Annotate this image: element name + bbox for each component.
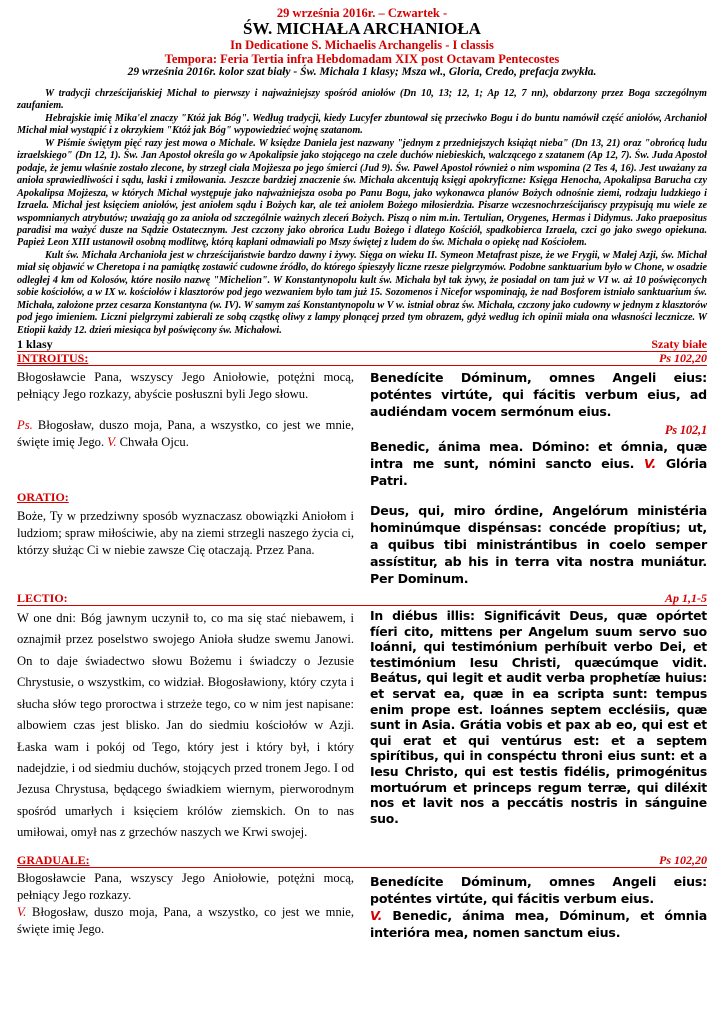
lectio-section (17, 608, 707, 843)
lectio-ref: Ap 1,1-5 (665, 591, 707, 606)
graduale-la-verse: Benedícite Dóminum, omnes Angeli eius: poténtes virtúte, qui fácitis verbum eius. (370, 873, 707, 906)
introitus-pl-antiphon: Błogosławcie Pana, wszyscy Jego Aniołowie, potężni mocą, pełniący Jego rozkazy, abyście posłuszni byli Jego słowu. (17, 370, 354, 402)
liturgy-note: 29 września 2016r. kolor szat biały - Św. Michała 1 klasy; Msza wł., Gloria, Credo, prefacja zwykła. (127, 66, 597, 78)
class-bar (17, 338, 707, 352)
gloria-text: Glória Patri. (370, 456, 707, 489)
date-line: 29 września 2016r. – Czwartek - (276, 6, 448, 20)
intro-paragraph: W Piśmie świętym pięć razy jest mowa o Michale. W księdze Daniela jest nazwany "jednym z przedniejszych książąt nieba" (Dn 13, 21) oraz "obrońcą ludu izraelskiego" (Dn 12, 1). Św. Jan Apostoł określa go w Apokalipsie jako stojącego na czele duchów niebieskich, walczącego z szatanem (Ap 12, 7). Św. Juda Apostoł podaje, że jemu właśnie zostało zlecone, by strzegł ciała Mojżesza po jego śmierci (Jud 9). Św. Paweł Apostoł również o nim wspomina (2 Tes 4, 16). Jest uważany za anioła sprawiedliwości i sądu, łaski i zmiłowania. Jeszcze bardziej znaczenie św. Michała akcentują księgi apokryficzne: Księga Henocha, Apokalipsa Barucha czy Apokalipsa Mojżesza, w których Michał występuje jako najważniejsza osoba po Panu Bogu, jako wykonawca planów Bożych odnośnie ziemi, rodzaju ludzkiego i Izraela. Michał jest księciem aniołów, jest aniołem sądu i Bożych kar, ale też aniołem Bożego miłosierdzia. Pisarze wczesnochrześcijańscy przypisują mu wiele ze wspomnianych atrybutów; uważają go za anioła od szczególnie ważnych zleceń Bożych. Piszą o nim m.in. Tertulian, Orygenes, Hermas i Didymus. Jako praepositus paradisi ma ważyć dusze na Sądzie Ostatecznym. Jest czczony jako obrońca Ludu Bożego i dlatego Kościół, spadkobierca Izraela, czci go jako swego opiekuna. Papież Leon XIII ustanowił osobną modlitwę, którą kapłani odmawiali po Mszy świętej z ludem do św. Michała o opiekę nad Kościołem. (17, 137, 707, 249)
oratio-section (17, 503, 707, 587)
versicle-marker: V. (370, 907, 383, 923)
intro-paragraph: Hebrajskie imię Mika'el znaczy "Któż jak Bóg". Według tradycji, kiedy Lucyfer zbuntował się przeciwko Bogu i do buntu namówił część aniołów, Archanioł Michał miał wystąpić i z okrzykiem "Któż jak Bóg" wypowiedzieć wojnę szatanom. (17, 112, 707, 137)
class-label: 1 klasy (17, 337, 53, 352)
graduale-heading (17, 854, 707, 868)
introitus-pl-psalm (17, 417, 354, 451)
graduale-pl-versicle (17, 904, 354, 938)
lectio-polish: W one dni: Bóg jawnym uczynił to, co ma się stać niebawem, i oznajmił przez poselstwo swojego Anioła słudze swemu Janowi. On to daje świadectwo słowu Bożemu i świadczy o Jezusie Chrystusie, o wszystkim, co widział. Błogosławiony, który czyta i słucha słów tego proroctwa i strzeże tego, co w nim jest napisane: albowiem czas jest blisko. Jan do siedmiu kościołów w Azji. Łaska wam i pokój od Tego, który jest i który był, i który nadejdzie, i od siedmiu duchów, stojących przed tronem Jego. I od Jezusa Chrystusa, będącego świadkiem wiernym, pierworodnym spośród umarłych i księciem królów ziemskich. On to nas umiłowai, omył nas z grzechów naszych we Krwi swojej. (17, 611, 354, 840)
introitus-la-psalm (370, 438, 707, 489)
graduale-polish (17, 870, 354, 941)
introitus-ref: Ps 102,20 (659, 351, 707, 366)
versicle-marker: V. (643, 456, 657, 472)
tempora-line: Tempora: Feria Tertia infra Hebdomadam XIX post Octavam Pentecostes (164, 52, 560, 66)
lectio-latin: In diébus illis: Significávit Deus, quæ opórtet fíeri cito, mittens per Angelum suum servo suo Ioánni, qui testimónium perhíbuit verbo Dei, et testimónium Iesu Christi, quæcúmque vidit. Beátus, qui legit et audit verba prophetíæ huius: et servat ea, quæ in ea scripta sunt: tempus enim prope est. Ioánnes septem ecclésiis, quæ sunt in Asia. Grátia vobis et pax ab eo, qui est et qui erat et qui ventúrus est: et a septem spirítibus, qui in conspéctu throni eius sunt: et a Iesu Christo, qui est testis fidélis, primogénitus mortuórum et princeps regum terræ, qui diléxit nos et lavit nos a peccátis nostris in sánguine suo. (370, 608, 707, 826)
lectio-label: LECTIO: (17, 591, 68, 606)
versicle-text: Benedic, ánima mea, Dóminum, et ómnia interióra mea, nomen sanctum eius. (370, 907, 707, 940)
introitus-polish (17, 369, 354, 489)
introitus-la-antiphon: Benedícite Dóminum, omnes Angeli eius: poténtes virtúte, qui fácitis verbum eius, ad audiéndam vocem sermónum eius. (370, 370, 707, 420)
intro-paragraph: Kult św. Michała Archanioła jest w chrześcijaństwie bardzo dawny i żywy. Sięga on wieku II. Symeon Metafrast pisze, że we Frygii, w Małej Azji, św. Michał miał się objawić w Cheretopa i na pamiątkę zostawić cudowne źródło, do którego śpieszyły liczne rzesze pielgrzymów. Podobne sanktuarium było w Chone, w osadzie odległej 4 km od Kolosów, które nosiło nazwę "Michelion". W Konstantynopolu kult św. Michała był tak żywy, że posiadał on tam już w VI w. aż 10 poświęconych sobie kościołów, a w IX w. kościołów i klasztorów pod jego wezwaniem było tam już 15. Sozomenos i Nicefor wspominają, że nad Bosforem istniało sanktuarium św. Michała, założone przez cesarza Konstantyna (w. IV). W samym zaś Konstantynopolu w V w. istniał obraz św. Michała, czczony jako cudowny w jednym z klasztorów pod jego imieniem. Liczni pielgrzymi zabierali ze sobą cząstkę oliwy z lampy płonącej przed tym obrazem, gdyż według ich opinii miała ona własności lecznicze. W Etiopii każdy 12. dzień miesiąca był poświęcony św. Michałowi. (17, 249, 707, 336)
vestment-color: Szaty białe (651, 337, 707, 352)
psalm-text: Benedic, ánima mea. Dómino: et ómnia, quæ intra me sunt, nómini sancto eius. (370, 439, 707, 472)
oratio-label: ORATIO: (17, 490, 69, 505)
graduale-pl-verse: Błogosławcie Pana, wszyscy Jego Aniołowie, potężni mocą, pełniący Jego rozkazy. (17, 870, 354, 902)
page-title: ŚW. MICHAŁA ARCHANIOŁA (243, 19, 481, 38)
gloria-text: Chwała Ojcu. (116, 435, 189, 450)
dedication-line: In Dedicatione S. Michaelis Archangelis - I classis (230, 38, 494, 52)
psalm-marker: Ps. (17, 418, 33, 433)
graduale-la-versicle (370, 907, 707, 941)
graduale-ref: Ps 102,20 (659, 852, 707, 867)
introitus-section (17, 369, 707, 489)
versicle-marker: V. (17, 904, 27, 919)
introitus-latin (370, 369, 707, 489)
introitus-label: INTROITUS: (17, 351, 89, 366)
graduale-latin (370, 873, 707, 941)
intro-text (17, 88, 707, 337)
versicle-marker: V. (107, 435, 117, 450)
oratio-polish: Boże, Ty w przedziwny sposób wyznaczasz obowiązki Aniołom i ludziom; spraw miłościwie, aby na ziemi strzegli naszego życia ci, którzy służąc Ci w niebie zawsze Cię otaczają. Przez Pana. (17, 509, 354, 558)
lectio-heading (17, 592, 707, 606)
versicle-text: Błogosław, duszo moja, Pana, a wszystko, co jest we mnie, święte imię Jego. (17, 904, 354, 936)
introitus-heading (17, 352, 707, 366)
graduale-label: GRADUALE: (17, 852, 90, 867)
graduale-section (17, 870, 707, 941)
oratio-latin: Deus, qui, miro órdine, Angelórum ministéria hominúmque dispénsas: concéde propítius; ut, a quibus tibi ministrántibus in coelo semper assístitur, ab his in terra vita nostra muniátur. Per Dominum. (370, 503, 707, 587)
intro-paragraph: W tradycji chrześcijańskiej Michał to pierwszy i najważniejszy spośród aniołów (Dn 10, 13; 12, 1; Ap 12, 7 nn), obdarzony przez Boga szczególnym zaufaniem. (17, 88, 707, 112)
introitus-psalm-ref: Ps 102,1 (664, 423, 707, 438)
psalm-text: Błogosław, duszo moja, Pana, a wszystko, co jest we mnie, święte imię Jego. (17, 418, 354, 450)
